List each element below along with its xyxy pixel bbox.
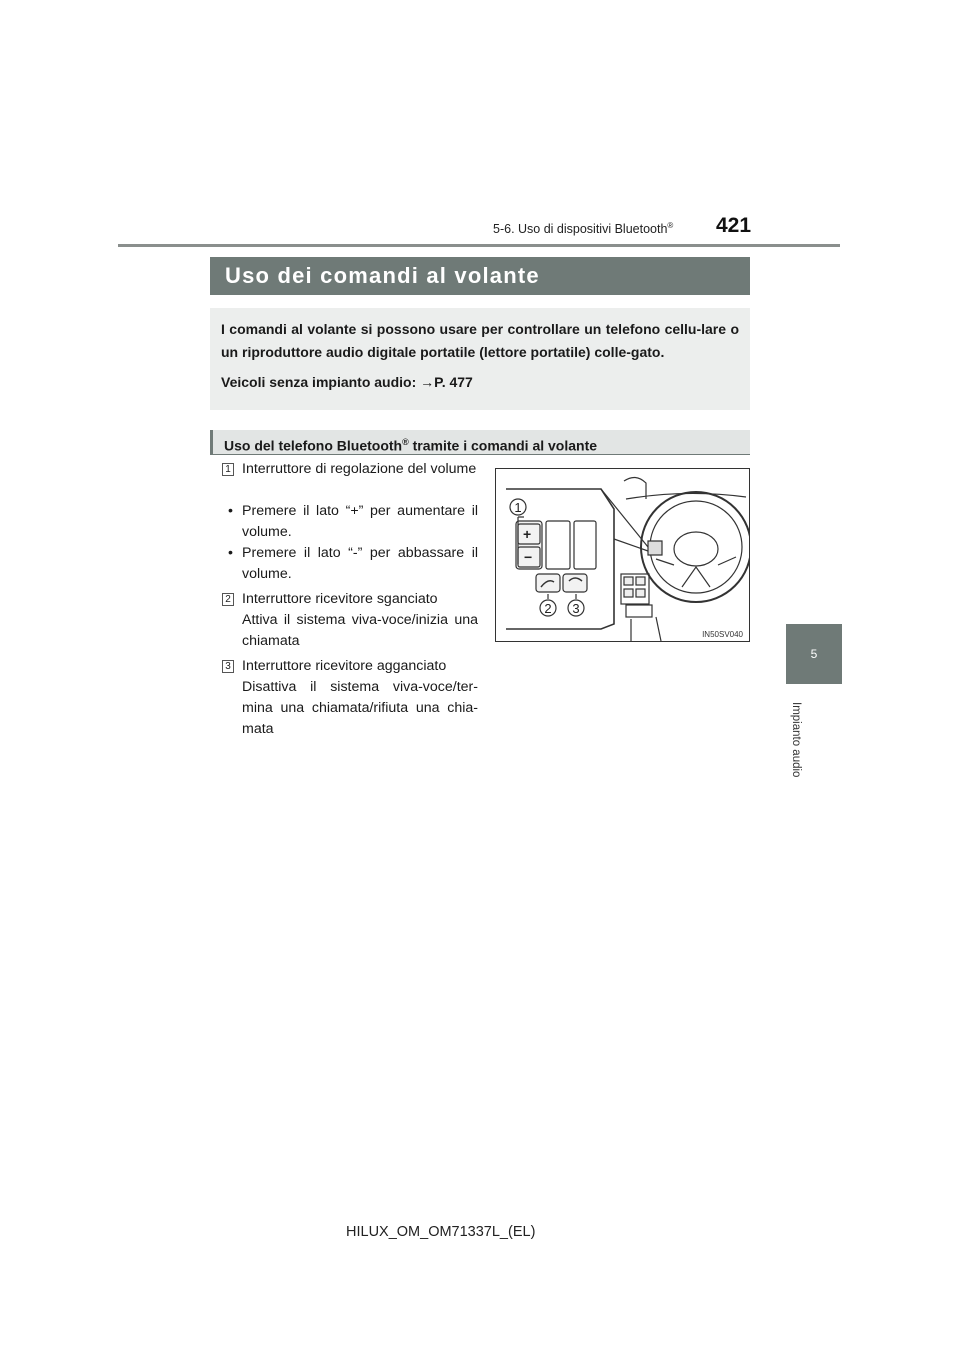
intro-reference [221,371,739,394]
item-number-3: 3 [222,660,234,673]
illustration-code: IN50SV040 [702,630,743,639]
volume-down-symbol: − [524,549,533,565]
steering-switch-illustration [495,468,750,642]
item-1-bullet-1: • Premere il lato “+” per aumentare il volume. [228,501,478,543]
header-divider [118,244,840,247]
page-number: 421 [716,214,752,237]
item-3-description: Disattiva il sistema viva-voce/ter-mina una chiamata/rifiuta una chia-mata [242,679,478,737]
chapter-number: 5 [810,647,818,661]
volume-up-symbol: + [523,526,532,542]
item-3-title: Interruttore ricevitore agganciato [242,658,447,674]
chapter-title: Impianto audio [790,702,802,778]
intro-reference-label: Veicoli senza impianto audio: [221,374,421,390]
intro-box [210,308,750,410]
intro-text: I comandi al volante si possono usare per controllare un telefono cellu-lare o un riproduttore audio digitale portatile (lettore portatile) colle-gato. [221,321,739,360]
callout-1: 1 [514,500,522,515]
item-1-title: Interruttore di regolazione del volume [242,461,477,477]
callout-3: 3 [572,601,580,616]
subheading [210,430,750,454]
footer-model-code: HILUX_OM_OM71337L_(EL) [346,1224,536,1240]
page-title: Uso dei comandi al volante [210,257,750,295]
subheading-registered-mark: ® [402,437,409,447]
subheading-divider [210,454,750,455]
header-section-text: 5-6. Uso di dispositivi Bluetooth [493,222,668,237]
item-1-bullet-2: • Premere il lato “-” per abbassare il volume. [228,543,478,585]
header-registered-mark: ® [667,221,674,230]
item-2-description: Attiva il sistema viva-voce/inizia una chiamata [242,612,478,649]
item-number-1: 1 [222,463,234,476]
callout-2: 2 [544,601,552,616]
steering-wheel-drawing [496,469,749,641]
item-number-2: 2 [222,593,234,606]
intro-reference-page-link[interactable]: P. 477 [434,374,473,390]
arrow-icon: → [420,374,435,390]
item-2-title: Interruttore ricevitore sganciato [242,591,438,607]
subheading-prefix: Uso del telefono Bluetooth [224,437,403,454]
subheading-suffix: tramite i comandi al volante [408,437,598,454]
header-section-title [493,221,673,236]
chapter-tab[interactable] [786,624,842,684]
